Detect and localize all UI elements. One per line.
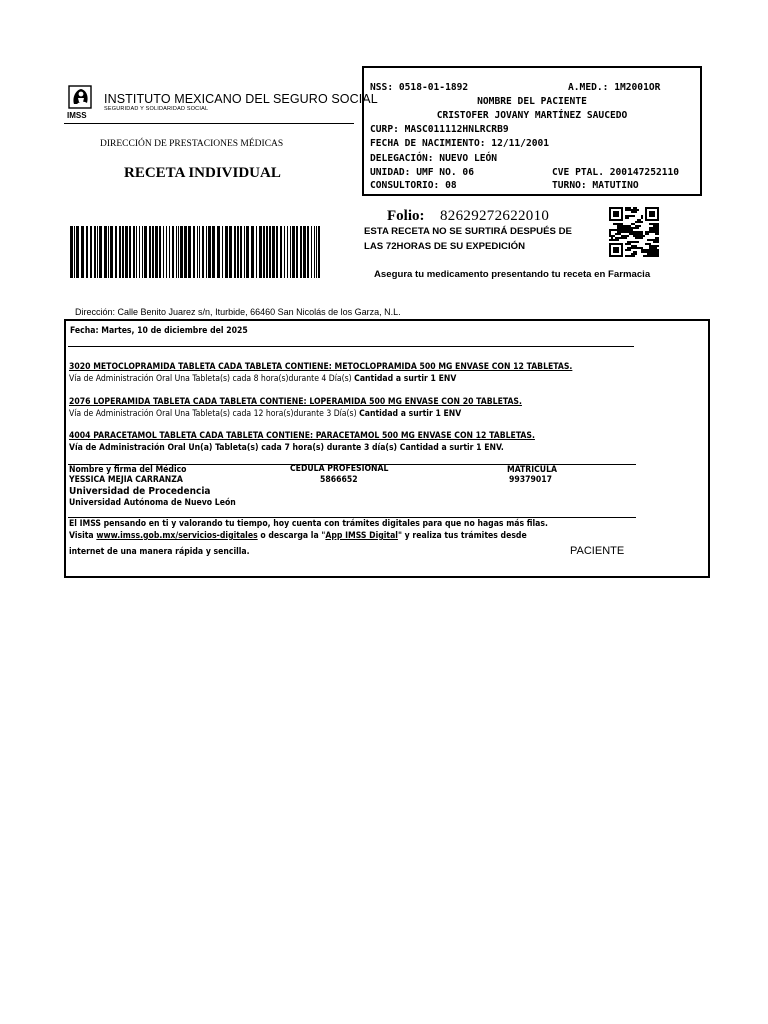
app-imss-link[interactable]: App IMSS Digital — [325, 531, 398, 541]
expiry-notice-line1: ESTA RECETA NO SE SURTIRÁ DESPUÉS DE — [364, 226, 572, 237]
barcode — [70, 226, 322, 278]
folio-number: 82629272622010 — [440, 208, 550, 224]
patient-name: CRISTOFER JOVANY MARTÍNEZ SAUCEDO — [436, 110, 628, 121]
institution-name: INSTITUTO MEXICANO DEL SEGURO SOCIAL — [104, 92, 378, 106]
amed: A.MED.: 1M2001OR — [568, 82, 661, 93]
drug-1-dose: Vía de Administración Oral Una Tableta(s) cada 8 hora(s)durante 4 Día(s) Cantidad a surtir 1 ENV — [69, 374, 457, 384]
nss: NSS: 0518-01-1892 — [370, 82, 469, 93]
turno: TURNO: MATUTINO — [552, 180, 639, 191]
expiry-notice-line2: LAS 72HORAS DE SU EXPEDICIÓN — [364, 241, 525, 252]
copy-label: PACIENTE — [570, 545, 625, 557]
imss-services-link[interactable]: www.imss.gob.mx/servicios-digitales — [96, 531, 258, 541]
institution-tagline: SEGURIDAD Y SOLIDARIDAD SOCIAL — [104, 106, 209, 112]
direction-label: DIRECCIÓN DE PRESTACIONES MÉDICAS — [100, 139, 284, 149]
matricula-label: MATRICULA — [507, 465, 557, 475]
document-title: RECETA INDIVIDUAL — [124, 165, 281, 181]
doctor-name: YESSICA MEJIA CARRANZA — [69, 475, 183, 485]
footer-visit: Visita www.imss.gob.mx/servicios-digitales o descarga la "App IMSS Digital" y realiza tus trámites desde — [69, 531, 527, 541]
footer-line3: internet de una manera rápida y sencilla. — [69, 547, 250, 557]
patient-name-label: NOMBRE DEL PACIENTE — [477, 96, 587, 107]
consultorio: CONSULTORIO: 08 — [370, 180, 457, 191]
folio-label: Folio: — [387, 208, 425, 224]
unidad: UNIDAD: UMF NO. 06 — [370, 167, 474, 178]
patient-info-box — [362, 66, 702, 196]
imss-logo — [66, 84, 96, 120]
date-divider — [68, 346, 634, 347]
qr-code — [609, 207, 659, 257]
header-divider — [64, 123, 354, 124]
university-label: Universidad de Procedencia — [69, 486, 211, 497]
logo-text: IMSS — [67, 111, 87, 120]
pharmacy-note: Asegura tu medicamento presentando tu receta en Farmacia — [374, 269, 651, 280]
university-name: Universidad Autónoma de Nuevo León — [69, 498, 236, 508]
matricula-number: 99379017 — [509, 475, 553, 485]
prescription-date: Fecha: Martes, 10 de diciembre del 2025 — [70, 326, 248, 336]
prescription-box — [64, 319, 710, 578]
cedula-label: CEDULA PROFESIONAL — [290, 464, 389, 474]
doctor-sign-label: Nombre y firma del Médico — [69, 465, 187, 475]
curp: CURP: MASC011112HNLRCRB9 — [370, 124, 509, 135]
drug-3-dose: Vía de Administración Oral Un(a) Tableta(s) cada 7 hora(s) durante 3 día(s) Cantidad a surtir 1 ENV. — [69, 443, 504, 453]
cedula-number: 5866652 — [320, 475, 358, 485]
birth-date: FECHA DE NACIMIENTO: 12/11/2001 — [370, 138, 550, 149]
delegacion: DELEGACIÓN: NUEVO LEÓN — [370, 153, 498, 164]
clinic-address: Dirección: Calle Benito Juarez s/n, Iturbide, 66460 San Nicolás de los Garza, N.L. — [75, 307, 401, 317]
cve-ptal: CVE PTAL. 200147252110 — [552, 167, 680, 178]
drug-3-name: 4004 PARACETAMOL TABLETA CADA TABLETA CONTIENE: PARACETAMOL 500 MG ENVASE CON 12 TABLETAS. — [69, 431, 535, 441]
drug-2-dose: Vía de Administración Oral Una Tableta(s) cada 12 hora(s)durante 3 Día(s) Cantidad a surtir 1 ENV — [69, 409, 462, 419]
footer-message: El IMSS pensando en ti y valorando tu tiempo, hoy cuenta con trámites digitales para que no hagas más filas. — [69, 519, 548, 529]
drug-1-name: 3020 METOCLOPRAMIDA TABLETA CADA TABLETA CONTIENE: METOCLOPRAMIDA 500 MG ENVASE CON 12 TABLETAS. — [69, 362, 573, 372]
footer-divider — [68, 517, 636, 518]
drug-2-name: 2076 LOPERAMIDA TABLETA CADA TABLETA CONTIENE: LOPERAMIDA 500 MG ENVASE CON 20 TABLETAS. — [69, 397, 522, 407]
